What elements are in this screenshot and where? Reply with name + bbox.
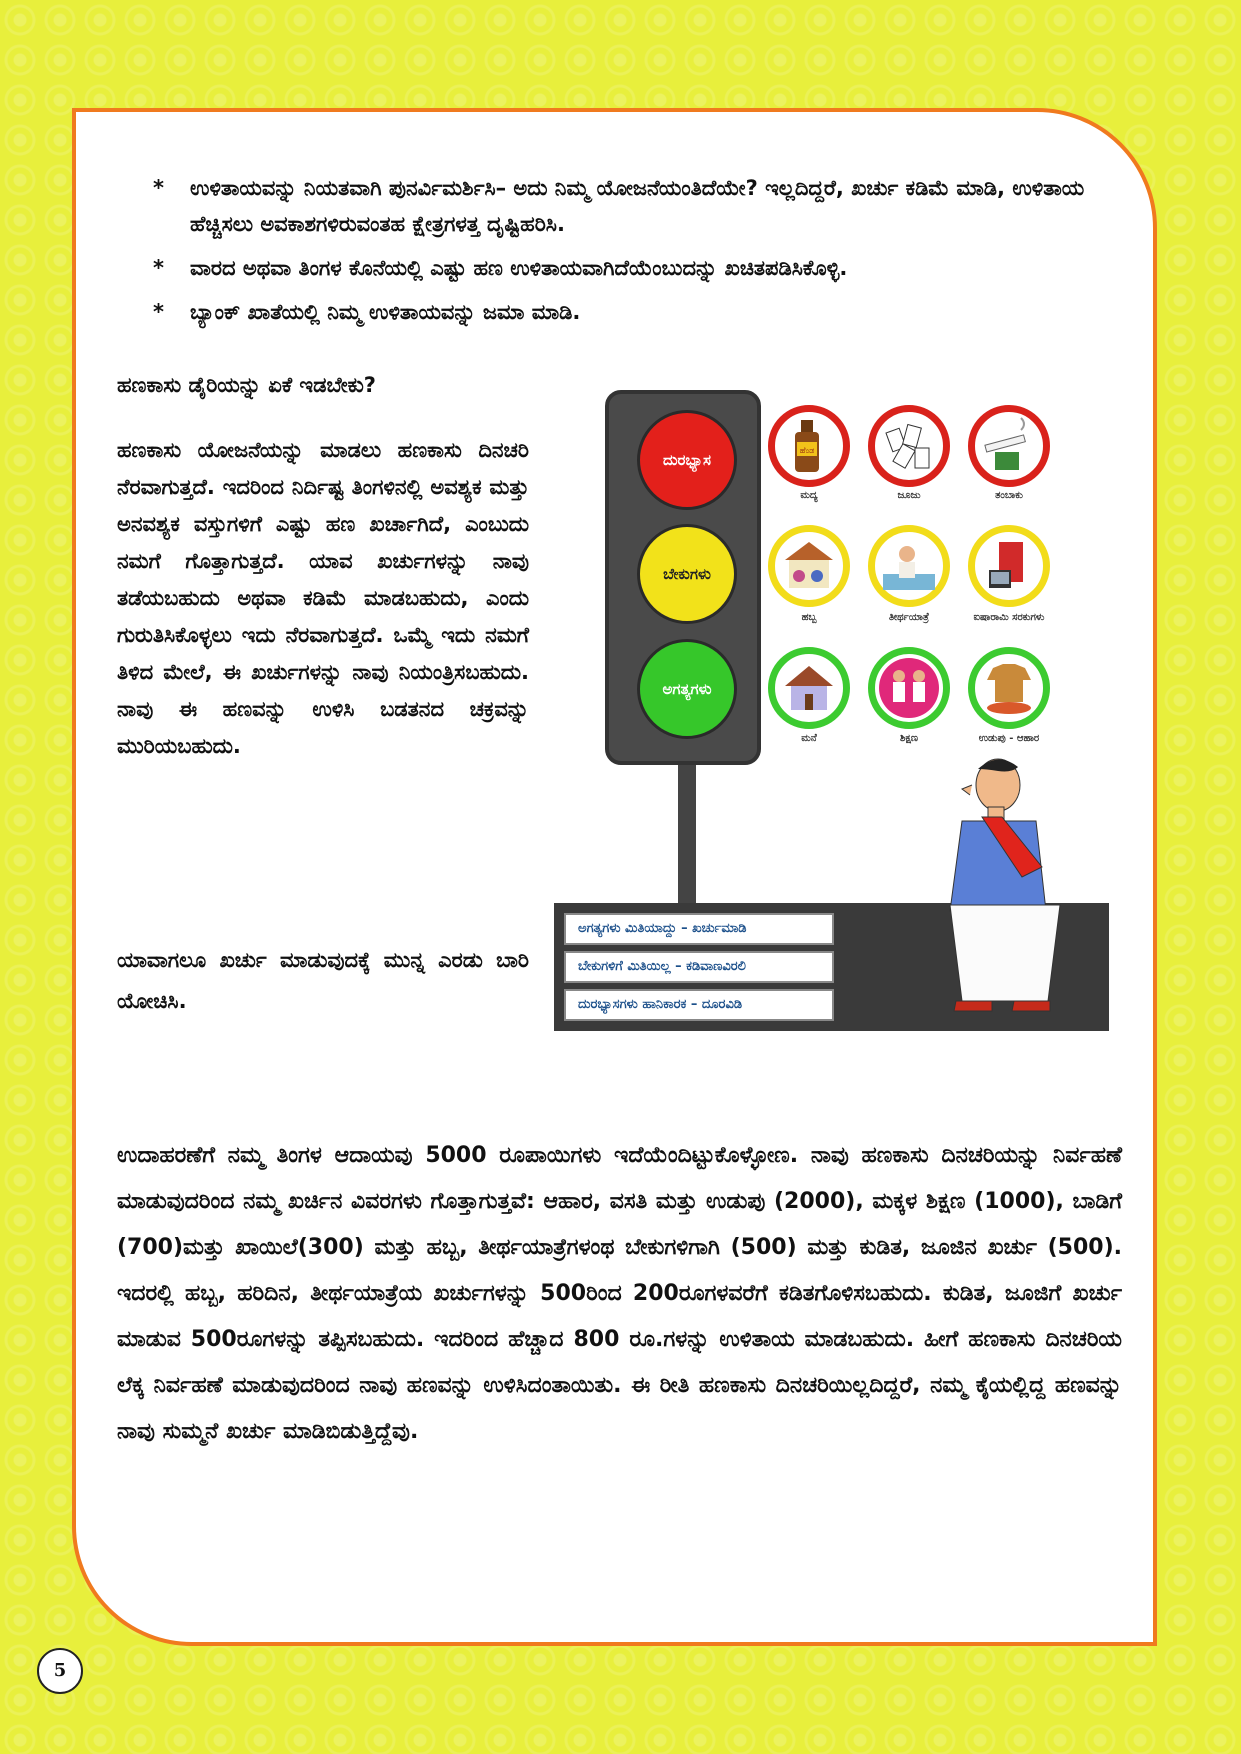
education-icon: [868, 647, 950, 729]
traffic-light-box: [605, 390, 761, 765]
icon-label-pilgrimage: ತೀರ್ಥಯಾತ್ರೆ: [888, 612, 930, 623]
icon-label-luxury: ಐಷಾರಾಮಿ ಸರಕುಗಳು: [973, 612, 1045, 623]
icon-label-gambling: ಜೂಜು: [897, 490, 921, 501]
section-heading: ಹಣಕಾಸು ಡೈರಿಯನ್ನು ಏಕೆ ಇಡಬೇಕು?: [117, 373, 376, 397]
bullet-item: [145, 250, 1145, 286]
festival-icon: [768, 525, 850, 607]
man-figure: [922, 755, 1102, 1025]
bullet-marker: *: [153, 256, 164, 280]
liquor-icon: [768, 405, 850, 487]
house-icon: [768, 647, 850, 729]
bullet-list: [145, 170, 1145, 338]
page-number: 5: [37, 1648, 83, 1694]
sign-wants: ಬೇಕುಗಳಿಗೆ ಮಿತಿಯಿಲ್ಲ – ಕಡಿವಾಣವಿರಲಿ: [564, 951, 834, 983]
icon-label-education: ಶಿಕ್ಷಣ: [900, 733, 918, 744]
bullet-item: [145, 294, 1145, 330]
tobacco-icon: [968, 405, 1050, 487]
example-paragraph: ಉದಾಹರಣೆಗೆ ನಮ್ಮ ತಿಂಗಳ ಆದಾಯವು 5000 ರೂಪಾಯಿಗಳು ಇದೆಯೆಂದಿಟ್ಟುಕೊಳ್ಳೋಣ. ನಾವು ಹಣಕಾಸು ದಿನಚರಿಯನ್ನು ನಿರ್ವಹಣೆ ಮಾಡುವುದರಿಂದ ನಮ್ಮ ಖರ್ಚಿನ ವಿವರಗಳು ಗೊತ್ತಾಗುತ್ತವೆ: ಆಹಾರ, ವಸತಿ ಮತ್ತು ಉಡುಪು (2000), ಮಕ್ಕಳ ಶಿಕ್ಷಣ (1000), ಬಾಡಿಗೆ (700)ಮತ್ತು ಖಾಯಿಲೆ(300) ಮತ್ತು ಹಬ್ಬ, ತೀರ್ಥಯಾತ್ರೆಗಳಂಥ ಬೇಕುಗಳಿಗಾಗಿ (500) ಮತ್ತು ಕುಡಿತ, ಜೂಜಿನ ಖರ್ಚು (500). ಇದರಲ್ಲಿ ಹಬ್ಬ, ಹರಿದಿನ, ತೀರ್ಥಯಾತ್ರೆಯ ಖರ್ಚುಗಳನ್ನು 500ರಿಂದ 200ರೂಗಳವರೆಗೆ ಕಡಿತಗೊಳಿಸಬಹುದು. ಕುಡಿತ, ಜೂಜಿಗೆ ಖರ್ಚು ಮಾಡುವ 500ರೂಗಳನ್ನು ತಪ್ಪಿಸಬಹುದು. ಇದರಿಂದ ಹೆಚ್ಚಾದ 800 ರೂ.ಗಳನ್ನು ಉಳಿತಾಯ ಮಾಡಬಹುದು. ಹೀಗೆ ಹಣಕಾಸು ದಿನಚರಿಯ ಲೆಕ್ಕ ನಿರ್ವಹಣೆ ಮಾಡುವುದರಿಂದ ನಾವು ಹಣವನ್ನು ಉಳಿಸಿದಂತಾಯಿತು. ಈ ರೀತಿ ಹಣಕಾಸು ದಿನಚರಿಯಿಲ್ಲದಿದ್ದರೆ, ನಮ್ಮ ಕೈಯಲ್ಲಿದ್ದ ಹಣವನ್ನು ನಾವು ಸುಮ್ಮನೆ ಖರ್ಚು ಮಾಡಿಬಿಡುತ್ತಿದ್ದೆವು.: [117, 1143, 1122, 1444]
yellow-light: ಬೇಕುಗಳು: [637, 524, 737, 624]
bullet-text: ಬ್ಯಾಂಕ್ ಖಾತೆಯಲ್ಲಿ ನಿಮ್ಮ ಉಳಿತಾಯವನ್ನು ಜಮಾ ಮಾಡಿ.: [190, 300, 581, 324]
pilgrimage-icon: [868, 525, 950, 607]
sign-bad-habits: ದುರಭ್ಯಾಸಗಳು ಹಾನಿಕಾರಕ – ದೂರವಿಡಿ: [564, 989, 834, 1021]
icon-label-festival: ಹಬ್ಬ: [801, 612, 817, 623]
traffic-light-pole: [678, 760, 696, 910]
clothing-food-icon: [968, 647, 1050, 729]
gambling-icon: [868, 405, 950, 487]
icon-label-tobacco: ತಂಬಾಕು: [995, 490, 1023, 501]
bullet-marker: *: [153, 176, 164, 200]
bullet-text: ಉಳಿತಾಯವನ್ನು ನಿಯತವಾಗಿ ಪುನರ್ವಿಮರ್ಶಿಸಿ– ಅದು ನಿಮ್ಮ ಯೋಜನೆಯಂತಿದೆಯೇ? ಇಲ್ಲದಿದ್ದರೆ, ಖರ್ಚು ಕಡಿಮೆ ಮಾಡಿ, ಉಳಿತಾಯ ಹೆಚ್ಚಿಸಲು ಅವಕಾಶಗಳಿರುವಂತಹ ಕ್ಷೇತ್ರಗಳತ್ತ ದೃಷ್ಟಿಹರಿಸಿ.: [190, 176, 1085, 236]
bullet-item: [145, 170, 1145, 242]
red-light: ದುರಭ್ಯಾಸ: [637, 410, 737, 510]
icon-label-liquor: ಮದ್ಯ: [800, 490, 818, 501]
icon-label-clothing-food: ಉಡುಪು - ಆಹಾರ: [978, 733, 1040, 744]
luxury-goods-icon: [968, 525, 1050, 607]
icon-label-house: ಮನೆ: [801, 733, 817, 744]
sign-needs: ಅಗತ್ಯಗಳು ಮಿತಿಯಾದ್ದು – ಖರ್ಚುಮಾಡಿ: [564, 913, 834, 945]
diary-paragraph: ಹಣಕಾಸು ಯೋಜನೆಯನ್ನು ಮಾಡಲು ಹಣಕಾಸು ದಿನಚರಿ ನೆರವಾಗುತ್ತದೆ. ಇದರಿಂದ ನಿರ್ದಿಷ್ಟ ತಿಂಗಳಿನಲ್ಲಿ ಅವಶ್ಯಕ ಮತ್ತು ಅನವಶ್ಯಕ ವಸ್ತುಗಳಿಗೆ ಎಷ್ಟು ಹಣ ಖರ್ಚಾಗಿದೆ, ಎಂಬುದು ನಮಗೆ ಗೊತ್ತಾಗುತ್ತದೆ. ಯಾವ ಖರ್ಚುಗಳನ್ನು ನಾವು ತಡೆಯಬಹುದು ಅಥವಾ ಕಡಿಮೆ ಮಾಡಬಹುದು, ಎಂದು ಗುರುತಿಸಿಕೊಳ್ಳಲು ಇದು ನೆರವಾಗುತ್ತದೆ. ಒಮ್ಮೆ ಇದು ನಮಗೆ ತಿಳಿದ ಮೇಲೆ, ಈ ಖರ್ಚುಗಳನ್ನು ನಾವು ನಿಯಂತ್ರಿಸಬಹುದು. ನಾವು ಈ ಹಣವನ್ನು ಉಳಿಸಿ ಬಡತನದ ಚಕ್ರವನ್ನು ಮುರಿಯಬಹುದು.: [117, 438, 529, 758]
bullet-marker: *: [153, 300, 164, 324]
green-light: ಅಗತ್ಯಗಳು: [637, 639, 737, 739]
bullet-text: ವಾರದ ಅಥವಾ ತಿಂಗಳ ಕೊನೆಯಲ್ಲಿ ಎಷ್ಟು ಹಣ ಉಳಿತಾಯವಾಗಿದೆಯೆಂಬುದನ್ನು ಖಚಿತಪಡಿಸಿಕೊಳ್ಳಿ.: [190, 256, 848, 280]
bottle-label: ಹೆಂಡ: [799, 446, 815, 455]
tip-text: ಯಾವಾಗಲೂ ಖರ್ಚು ಮಾಡುವುದಕ್ಕೆ ಮುನ್ನ ಎರಡು ಬಾರಿ ಯೋಚಿಸಿ.: [117, 948, 529, 1013]
traffic-light-illustration: [552, 385, 1112, 1031]
